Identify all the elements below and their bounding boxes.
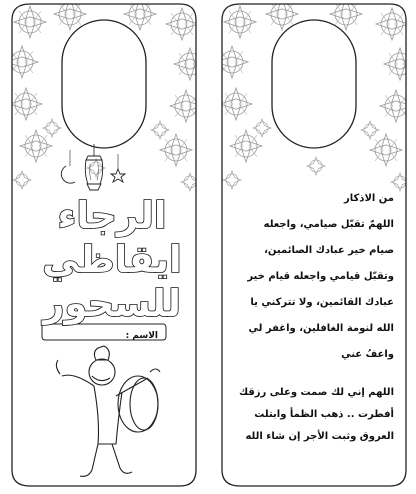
dua-heading: من الاذكار bbox=[343, 193, 394, 204]
dua-line-3: وتقبّل قيامي واجعله قيام خير bbox=[247, 271, 394, 282]
title-line-1: الرجاء bbox=[57, 194, 167, 237]
dua-line-1: اللهمّ تقبّل صيامي، واجعله bbox=[263, 219, 394, 230]
dua-line-6: واعفُ عني bbox=[341, 349, 394, 360]
dua-line-2: صيام خير عبادك الصائمين، bbox=[264, 245, 394, 256]
dua2-line-2: أفطرت .. ذهب الظمأ وابتلت bbox=[254, 409, 394, 420]
lantern-icon bbox=[85, 144, 102, 190]
star-icon bbox=[111, 154, 125, 182]
title-line-2: ايقاظي bbox=[42, 238, 182, 281]
dua2-line-1: اللهم إني لك صمت وعلى رزقك bbox=[238, 387, 394, 398]
crescent-icon bbox=[61, 150, 75, 183]
dua2-line-3: العروق وثبت الأجر إن شاء الله bbox=[245, 431, 394, 442]
drummer-illustration bbox=[56, 346, 160, 476]
dua-line-4: عبادك القائمين، ولا تتركني يا bbox=[250, 297, 394, 308]
name-label: الاسم : bbox=[125, 331, 158, 341]
title-line-3: للسحور bbox=[43, 282, 181, 325]
dua-line-5: الله لنومة الغافلين، واغفر لي bbox=[248, 323, 394, 334]
